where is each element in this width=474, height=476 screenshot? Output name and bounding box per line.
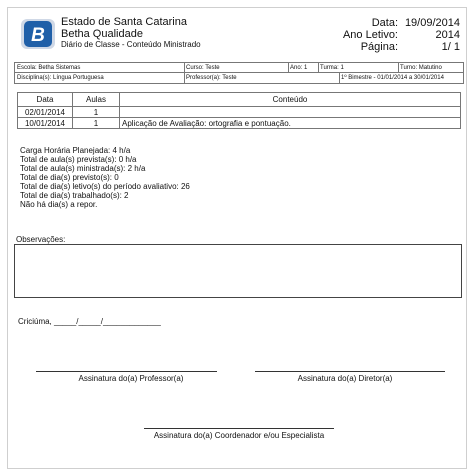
org-line-state: Estado de Santa Catarina <box>61 16 187 28</box>
table-row <box>18 107 461 118</box>
course-cell: Curso: Teste <box>186 65 220 71</box>
header-content: Conteúdo <box>120 93 461 107</box>
subject-cell: Disciplina(s): Língua Portuguesa <box>17 75 104 81</box>
row-classes: 1 <box>73 107 120 118</box>
header-date: Data <box>18 93 73 107</box>
year-value: 2014 <box>435 29 460 41</box>
observations-box <box>14 244 462 298</box>
director-signature-line <box>255 371 445 372</box>
content-table <box>17 92 461 129</box>
table-header-row <box>18 93 461 107</box>
teacher-cell: Professor(a): Teste <box>186 75 237 81</box>
year-label: Ano Letivo: <box>342 29 398 41</box>
coordinator-signature-line <box>144 428 334 429</box>
row-content <box>120 107 461 118</box>
city-date-line: Criciúma, _____/_____/_____________ <box>18 317 161 326</box>
summary-line: Não há dia(s) a repor. <box>20 200 98 209</box>
coordinator-signature-label: Assinatura do(a) Coordenador e/ou Especialista <box>153 431 325 440</box>
row-classes: 1 <box>73 118 120 129</box>
date-label: Data: <box>371 17 398 29</box>
summary-line: Total de aula(s) prevista(s): 0 h/a <box>20 155 137 164</box>
row-date: 10/01/2014 <box>18 118 73 129</box>
year-cell: Ano: 1 <box>290 65 308 71</box>
class-info-box <box>14 62 464 84</box>
teacher-signature-label: Assinatura do(a) Professor(a) <box>78 374 184 383</box>
class-cell: Turma: 1 <box>320 65 344 71</box>
school-cell: Escola: Betha Sistemas <box>17 65 81 71</box>
row-content: Aplicação de Avaliação: ortografia e pontuação. <box>120 118 461 129</box>
table-row <box>18 118 461 129</box>
summary-line: Total de dia(s) letivo(s) do período avaliativo: 26 <box>20 182 190 191</box>
page-value: 1/ 1 <box>441 41 460 53</box>
report-subtitle: Diário de Classe - Conteúdo Ministrado <box>61 40 201 49</box>
logo-letter: B <box>31 25 45 46</box>
shift-cell: Turno: Matutino <box>400 65 442 71</box>
teacher-signature-line <box>36 371 217 372</box>
observations-label: Observações: <box>16 235 66 244</box>
page-label: Página: <box>360 41 398 53</box>
summary-line: Total de dia(s) previsto(s): 0 <box>20 173 119 182</box>
period-cell: 1º Bimestre - 01/01/2014 a 30/01/2014 <box>341 75 444 81</box>
director-signature-label: Assinatura do(a) Diretor(a) <box>297 374 393 383</box>
summary-block <box>20 146 190 209</box>
betha-logo-icon <box>20 18 56 50</box>
summary-line: Total de dia(s) trabalhado(s): 2 <box>20 191 129 200</box>
row-date: 02/01/2014 <box>18 107 73 118</box>
date-value: 19/09/2014 <box>404 17 460 29</box>
org-name <box>61 16 187 40</box>
summary-line: Carga Horária Planejada: 4 h/a <box>20 146 131 155</box>
org-line-company: Betha Qualidade <box>61 28 143 40</box>
summary-line: Total de aula(s) ministrada(s): 2 h/a <box>20 164 146 173</box>
header-classes: Aulas <box>73 93 120 107</box>
